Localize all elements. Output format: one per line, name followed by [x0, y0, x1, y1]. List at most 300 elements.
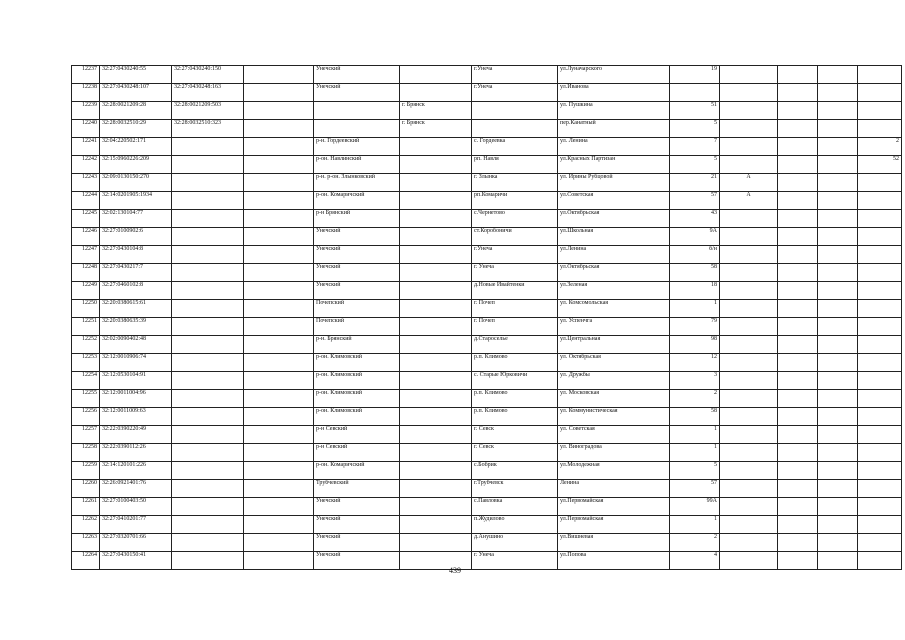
table-row [72, 318, 902, 336]
cell-city [400, 408, 472, 426]
cell-apartment [858, 552, 902, 570]
cell-building-letter [720, 408, 778, 426]
cell-extra-col-1 [778, 408, 818, 426]
cell-city [400, 66, 472, 84]
table-row [72, 300, 902, 318]
cell-cadastral-number: 32:12:0011009:63 [100, 408, 172, 426]
cell-street: ул. Пушкина [558, 102, 670, 120]
cell-district: р-он. Комаричский [314, 462, 400, 480]
cell-cadastral-number: 32:22:0390112:26 [100, 444, 172, 462]
cell-building-letter [720, 84, 778, 102]
cell-extra [244, 210, 314, 228]
cell-extra [244, 102, 314, 120]
cell-apartment [858, 174, 902, 192]
cell-extra [244, 120, 314, 138]
cell-extra-col-2 [818, 120, 858, 138]
cell-street: ул.Вишневая [558, 534, 670, 552]
cell-extra [244, 426, 314, 444]
cell-parent-cadastral-number [172, 264, 244, 282]
table-row [72, 462, 902, 480]
cell-house: 19 [670, 66, 720, 84]
cell-city [400, 210, 472, 228]
cell-extra-col-2 [818, 480, 858, 498]
cell-building-letter [720, 444, 778, 462]
cell-locality: г. Севск [472, 426, 558, 444]
cell-city [400, 354, 472, 372]
cell-street: ул. Дружбы [558, 372, 670, 390]
cell-extra [244, 156, 314, 174]
cell-building-letter [720, 480, 778, 498]
cell-building-letter [720, 552, 778, 570]
cell-extra-col-1 [778, 480, 818, 498]
cell-extra [244, 192, 314, 210]
cell-extra-col-1 [778, 336, 818, 354]
cell-parent-cadastral-number: 32:28:0032510:323 [172, 120, 244, 138]
cell-house: 2 [670, 390, 720, 408]
cell-row-id: 12264 [72, 552, 100, 570]
cell-apartment [858, 318, 902, 336]
cell-street: ул.Школьная [558, 228, 670, 246]
cell-building-letter [720, 318, 778, 336]
cell-city [400, 264, 472, 282]
cell-locality: п.Жудилово [472, 516, 558, 534]
cell-extra [244, 318, 314, 336]
cell-extra-col-1 [778, 390, 818, 408]
cell-extra-col-1 [778, 516, 818, 534]
cell-district: р-н Севский [314, 444, 400, 462]
cell-apartment [858, 246, 902, 264]
cell-cadastral-number: 32:27:0430150:41 [100, 552, 172, 570]
cell-extra-col-1 [778, 300, 818, 318]
cell-building-letter [720, 156, 778, 174]
cell-extra-col-1 [778, 174, 818, 192]
cell-extra [244, 66, 314, 84]
cell-apartment [858, 282, 902, 300]
cell-parent-cadastral-number [172, 444, 244, 462]
cell-extra [244, 462, 314, 480]
cell-extra-col-1 [778, 426, 818, 444]
cell-building-letter [720, 282, 778, 300]
table-row [72, 444, 902, 462]
cell-parent-cadastral-number [172, 336, 244, 354]
cell-city [400, 426, 472, 444]
cell-cadastral-number: 32:27:0430248:107 [100, 84, 172, 102]
cell-row-id: 12238 [72, 84, 100, 102]
cell-district: р-он. Климовский [314, 408, 400, 426]
cell-cadastral-number: 32:27:0100403:50 [100, 498, 172, 516]
cell-district: Почепский [314, 300, 400, 318]
cell-extra-col-2 [818, 192, 858, 210]
table-row [72, 174, 902, 192]
cell-extra [244, 228, 314, 246]
cell-row-id: 12260 [72, 480, 100, 498]
cell-building-letter [720, 138, 778, 156]
cell-apartment [858, 66, 902, 84]
cell-parent-cadastral-number [172, 282, 244, 300]
cell-extra [244, 264, 314, 282]
cell-parent-cadastral-number: 32:27:0430240:150 [172, 66, 244, 84]
cell-building-letter [720, 354, 778, 372]
cell-city [400, 228, 472, 246]
cell-extra [244, 516, 314, 534]
cell-house: 98 [670, 336, 720, 354]
cell-house: 58 [670, 408, 720, 426]
cell-building-letter [720, 246, 778, 264]
cell-city [400, 138, 472, 156]
cell-house: 3 [670, 372, 720, 390]
cell-city [400, 372, 472, 390]
cell-parent-cadastral-number [172, 390, 244, 408]
cell-city [400, 174, 472, 192]
cell-extra-col-1 [778, 444, 818, 462]
cell-cadastral-number: 32:26:0921401:76 [100, 480, 172, 498]
cell-house: 9А [670, 228, 720, 246]
cell-house: 1 [670, 426, 720, 444]
cell-city [400, 156, 472, 174]
cell-extra [244, 408, 314, 426]
cell-row-id: 12259 [72, 462, 100, 480]
cell-row-id: 12258 [72, 444, 100, 462]
cell-building-letter [720, 66, 778, 84]
cell-extra-col-2 [818, 264, 858, 282]
cell-apartment [858, 408, 902, 426]
cell-house: 4 [670, 552, 720, 570]
cell-extra-col-1 [778, 282, 818, 300]
cell-parent-cadastral-number [172, 534, 244, 552]
cell-row-id: 12237 [72, 66, 100, 84]
cell-building-letter [720, 264, 778, 282]
cell-house: 7 [670, 138, 720, 156]
cell-district: Унечский [314, 516, 400, 534]
cell-apartment [858, 210, 902, 228]
cell-parent-cadastral-number: 32:28:0021209:503 [172, 102, 244, 120]
cell-locality: г. Злынка [472, 174, 558, 192]
cell-extra-col-1 [778, 210, 818, 228]
cell-locality: г. Почеп [472, 300, 558, 318]
cell-locality: г. Почеп [472, 318, 558, 336]
cell-apartment [858, 390, 902, 408]
cell-district: Унечский [314, 498, 400, 516]
cell-apartment [858, 84, 902, 102]
table-row [72, 120, 902, 138]
cell-cadastral-number: 32:22:0390220:49 [100, 426, 172, 444]
cell-extra-col-1 [778, 84, 818, 102]
cell-extra [244, 246, 314, 264]
cell-house: 58 [670, 264, 720, 282]
cell-apartment: 52 [858, 156, 902, 174]
cell-extra-col-2 [818, 84, 858, 102]
cell-apartment [858, 336, 902, 354]
cell-apartment [858, 498, 902, 516]
cell-extra-col-1 [778, 66, 818, 84]
cell-locality: с. Гордеевка [472, 138, 558, 156]
cell-apartment [858, 372, 902, 390]
cell-extra-col-2 [818, 444, 858, 462]
cell-parent-cadastral-number [172, 426, 244, 444]
cell-house: 79 [670, 318, 720, 336]
cell-city [400, 444, 472, 462]
cell-house: 18 [670, 282, 720, 300]
cell-parent-cadastral-number [172, 210, 244, 228]
cell-extra [244, 390, 314, 408]
cell-street: ул. Советская [558, 426, 670, 444]
cell-extra-col-2 [818, 552, 858, 570]
cell-cadastral-number: 32:20:0380615:61 [100, 300, 172, 318]
cell-row-id: 12244 [72, 192, 100, 210]
cell-extra-col-2 [818, 138, 858, 156]
cell-row-id: 12257 [72, 426, 100, 444]
cell-extra-col-1 [778, 318, 818, 336]
table-row [72, 426, 902, 444]
cell-apartment [858, 300, 902, 318]
cell-locality: г.Унеча [472, 66, 558, 84]
cell-row-id: 12261 [72, 498, 100, 516]
cell-district: р-н. Брянский [314, 336, 400, 354]
cell-street: ул. Октябрьская [558, 354, 670, 372]
cell-locality: г.Унеча [472, 84, 558, 102]
cell-city [400, 390, 472, 408]
cell-house: 57 [670, 480, 720, 498]
table-row [72, 192, 902, 210]
cell-extra [244, 444, 314, 462]
cell-cadastral-number: 32:04:220502:171 [100, 138, 172, 156]
cell-street: ул. Ирины Рубцовой [558, 174, 670, 192]
cell-building-letter [720, 102, 778, 120]
table-row [72, 480, 902, 498]
cell-street: ул.Молодежная [558, 462, 670, 480]
cell-extra-col-1 [778, 534, 818, 552]
cell-street: ул.Ленина [558, 246, 670, 264]
cell-city [400, 84, 472, 102]
cell-district: Унечский [314, 264, 400, 282]
cell-parent-cadastral-number [172, 552, 244, 570]
cell-locality: с.Чернетово [472, 210, 558, 228]
cell-city [400, 516, 472, 534]
cell-locality [472, 120, 558, 138]
cell-city [400, 336, 472, 354]
table-row [72, 516, 902, 534]
cell-parent-cadastral-number [172, 318, 244, 336]
cell-apartment [858, 516, 902, 534]
cell-locality: с.Бобрик [472, 462, 558, 480]
cell-cadastral-number: 32:27:0430240:55 [100, 66, 172, 84]
cell-extra-col-2 [818, 462, 858, 480]
cell-street: ул.Красных Партизан [558, 156, 670, 174]
cell-parent-cadastral-number [172, 480, 244, 498]
cell-extra-col-2 [818, 174, 858, 192]
cell-locality: г. Унеча [472, 552, 558, 570]
cell-apartment [858, 534, 902, 552]
cell-locality: рп. Навля [472, 156, 558, 174]
cell-parent-cadastral-number [172, 156, 244, 174]
cell-house: 5 [670, 462, 720, 480]
cell-apartment [858, 102, 902, 120]
cell-parent-cadastral-number: 32:27:0430248:163 [172, 84, 244, 102]
cell-house: 2 [670, 534, 720, 552]
cell-parent-cadastral-number [172, 408, 244, 426]
cell-extra-col-2 [818, 210, 858, 228]
cell-extra-col-2 [818, 318, 858, 336]
cell-extra-col-1 [778, 264, 818, 282]
cell-parent-cadastral-number [172, 462, 244, 480]
table-row [72, 354, 902, 372]
cell-city [400, 318, 472, 336]
cell-district: Почепский [314, 318, 400, 336]
table-row [72, 66, 902, 84]
cell-street: пер.Канатный [558, 120, 670, 138]
cell-row-id: 12250 [72, 300, 100, 318]
cell-house: 12 [670, 354, 720, 372]
cell-row-id: 12262 [72, 516, 100, 534]
cell-extra [244, 480, 314, 498]
cell-row-id: 12251 [72, 318, 100, 336]
cell-row-id: 12255 [72, 390, 100, 408]
cell-district: р-н. Гордеевский [314, 138, 400, 156]
cell-cadastral-number: 32:27:0430217:7 [100, 264, 172, 282]
cell-cadastral-number: 32:27:0460102:8 [100, 282, 172, 300]
cell-street: ул.Луначарского [558, 66, 670, 84]
cell-extra [244, 552, 314, 570]
cell-building-letter [720, 498, 778, 516]
cell-cadastral-number: 32:14:0201905:1934 [100, 192, 172, 210]
cell-locality: д.Новые Ивайтенки [472, 282, 558, 300]
cell-locality: с. Старые Юрковичи [472, 372, 558, 390]
cell-house: 21 [670, 174, 720, 192]
cell-house: 43 [670, 210, 720, 228]
cell-building-letter [720, 120, 778, 138]
cell-cadastral-number: 32:27:0430104:8 [100, 246, 172, 264]
cell-extra-col-2 [818, 534, 858, 552]
table-row [72, 534, 902, 552]
cell-house: 1 [670, 444, 720, 462]
cell-extra-col-2 [818, 372, 858, 390]
cell-cadastral-number: 32:09:0130150:270 [100, 174, 172, 192]
cell-apartment: 2 [858, 138, 902, 156]
cell-extra-col-1 [778, 354, 818, 372]
cell-parent-cadastral-number [172, 174, 244, 192]
cell-street: ул.Советская [558, 192, 670, 210]
cell-extra-col-2 [818, 408, 858, 426]
cell-building-letter [720, 390, 778, 408]
cell-district: р-н Севский [314, 426, 400, 444]
cell-apartment [858, 444, 902, 462]
cell-extra-col-1 [778, 138, 818, 156]
cell-extra-col-1 [778, 462, 818, 480]
cell-house: 5 [670, 156, 720, 174]
cell-street: ул.Октябрьская [558, 210, 670, 228]
cell-cadastral-number: 32:02:130104:77 [100, 210, 172, 228]
cell-house: 57 [670, 192, 720, 210]
cell-building-letter [720, 426, 778, 444]
cell-cadastral-number: 32:28:0032510:29 [100, 120, 172, 138]
cell-apartment [858, 120, 902, 138]
cell-locality: д.Анушино [472, 534, 558, 552]
cell-district: Трубчевский [314, 480, 400, 498]
cell-row-id: 12242 [72, 156, 100, 174]
cell-extra-col-2 [818, 354, 858, 372]
cell-building-letter [720, 372, 778, 390]
table-row [72, 390, 902, 408]
cell-extra-col-2 [818, 156, 858, 174]
cell-extra-col-1 [778, 192, 818, 210]
cell-parent-cadastral-number [172, 246, 244, 264]
cell-district: р-он. Навлинский [314, 156, 400, 174]
cell-district: р-он. Климовский [314, 354, 400, 372]
table-row [72, 102, 902, 120]
cell-cadastral-number: 32:15:0960226:209 [100, 156, 172, 174]
cell-locality: р.п. Климово [472, 408, 558, 426]
table-row [72, 408, 902, 426]
cell-extra-col-2 [818, 390, 858, 408]
cell-parent-cadastral-number [172, 138, 244, 156]
cell-street: ул. Виноградова [558, 444, 670, 462]
cell-row-id: 12245 [72, 210, 100, 228]
cell-apartment [858, 192, 902, 210]
cell-locality: р.п. Климово [472, 354, 558, 372]
cell-street: ул.Зеленая [558, 282, 670, 300]
cell-city: г. Брянск [400, 102, 472, 120]
cell-row-id: 12254 [72, 372, 100, 390]
cell-extra-col-1 [778, 498, 818, 516]
table-row [72, 336, 902, 354]
cell-city [400, 498, 472, 516]
cell-district: Унечский [314, 552, 400, 570]
cell-extra-col-1 [778, 156, 818, 174]
cell-city [400, 192, 472, 210]
cell-locality: г.Унеча [472, 246, 558, 264]
cell-cadastral-number: 32:14:120101:226 [100, 462, 172, 480]
cell-cadastral-number: 32:12:0530104:91 [100, 372, 172, 390]
table-row [72, 156, 902, 174]
cell-cadastral-number: 32:02:0090402:48 [100, 336, 172, 354]
cell-extra-col-2 [818, 246, 858, 264]
cell-district: р-он. Климовский [314, 390, 400, 408]
cell-street: ул.Иванова [558, 84, 670, 102]
cell-locality: г. Севск [472, 444, 558, 462]
cell-house: 51 [670, 102, 720, 120]
table-row [72, 264, 902, 282]
cell-building-letter [720, 228, 778, 246]
cell-building-letter [720, 462, 778, 480]
cell-apartment [858, 354, 902, 372]
cell-parent-cadastral-number [172, 228, 244, 246]
table-row [72, 138, 902, 156]
cell-building-letter [720, 300, 778, 318]
cell-house: 1 [670, 516, 720, 534]
cell-extra-col-2 [818, 426, 858, 444]
cell-extra-col-1 [778, 552, 818, 570]
cell-extra-col-1 [778, 120, 818, 138]
cell-street: ул.Первомайская [558, 498, 670, 516]
cell-row-id: 12248 [72, 264, 100, 282]
table-row [72, 282, 902, 300]
register-table [71, 65, 902, 570]
cell-extra-col-2 [818, 336, 858, 354]
cell-house: 5 [670, 120, 720, 138]
cell-extra-col-2 [818, 300, 858, 318]
cell-extra [244, 534, 314, 552]
cell-apartment [858, 426, 902, 444]
cell-parent-cadastral-number [172, 516, 244, 534]
cell-cadastral-number: 32:20:0380635:39 [100, 318, 172, 336]
table-row [72, 228, 902, 246]
cell-house: 99А [670, 498, 720, 516]
cell-row-id: 12256 [72, 408, 100, 426]
cell-building-letter [720, 210, 778, 228]
cell-locality [472, 102, 558, 120]
cell-cadastral-number: 32:27:0100902:6 [100, 228, 172, 246]
cell-extra [244, 300, 314, 318]
